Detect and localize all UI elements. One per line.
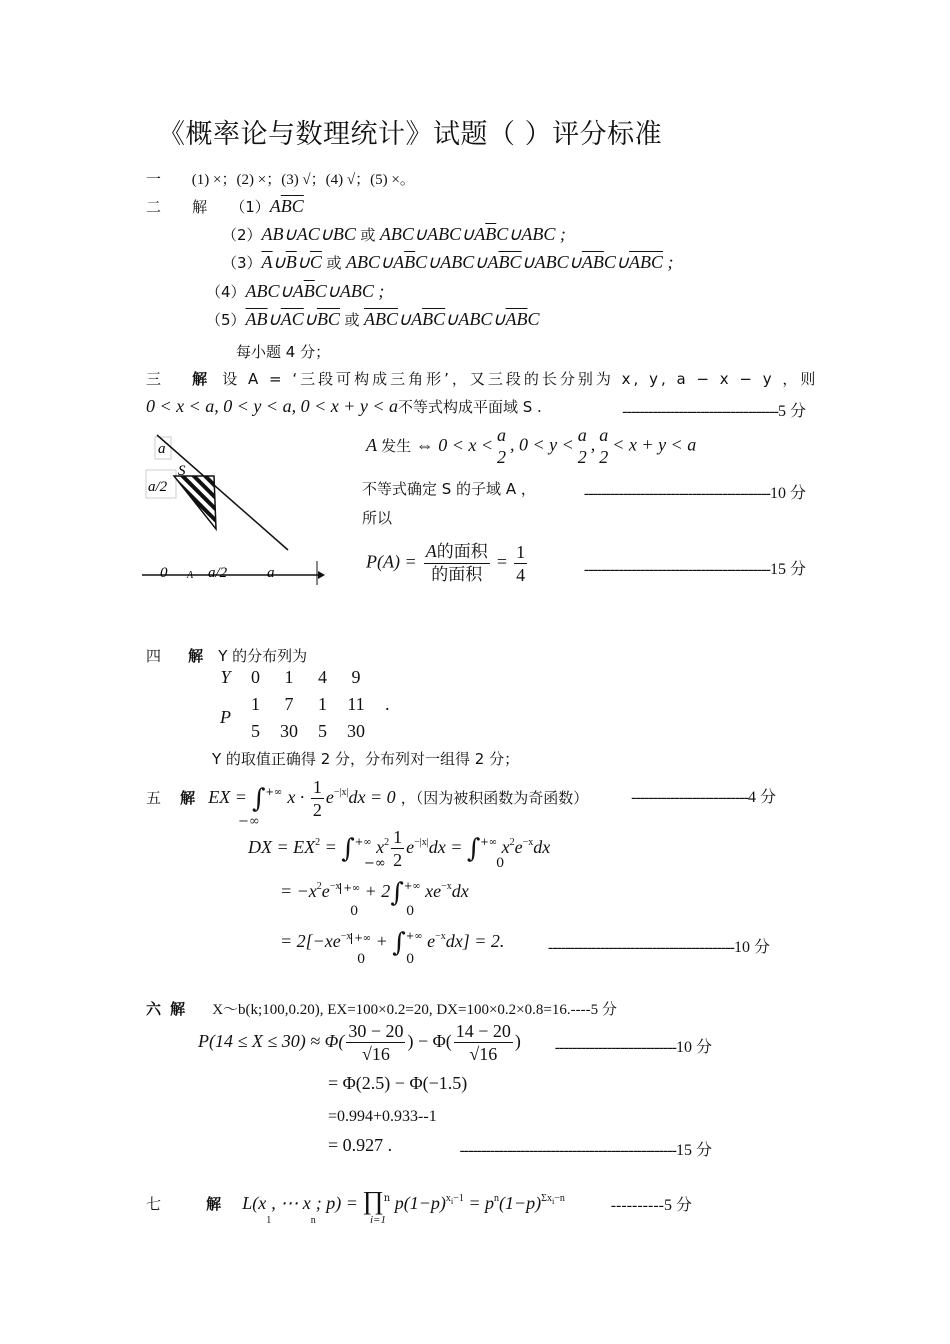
page-title: 《概率论与数理统计》试题（ ）评分标准 bbox=[158, 119, 663, 150]
question-3-line-3 bbox=[362, 478, 806, 502]
scoring-note: 每小题 4 分； bbox=[236, 343, 331, 361]
table-cell: 1 bbox=[284, 666, 294, 687]
expression: EX = bbox=[208, 787, 247, 807]
question-6-line-4: =0.994+0.933--1 bbox=[328, 1108, 437, 1125]
question-2-item-5 bbox=[206, 309, 540, 330]
fraction: a 2 bbox=[496, 425, 506, 467]
question-number: 三 bbox=[146, 370, 162, 388]
problem-text: 不等式构成平面域 S . bbox=[397, 398, 542, 416]
table-cell: 1 bbox=[251, 693, 260, 714]
item-number: （2） bbox=[222, 226, 262, 244]
table-cell: 5 bbox=[251, 720, 260, 741]
question-2-item-2 bbox=[222, 224, 566, 245]
condition-text: < x + y < a bbox=[612, 434, 697, 455]
condition-line: A 发生 ⇔ 0 < x < a 2 , 0 < y < a 2 , a 2 < x + y < a bbox=[366, 425, 697, 467]
fraction: a 2 bbox=[599, 425, 609, 467]
score-marker: ---------------------------4 分 bbox=[631, 789, 776, 806]
answer-text: (1) ×；(2) ×；(3) √；(4) √；(5) ×。 bbox=[191, 172, 415, 188]
question-number: 六 bbox=[146, 1000, 162, 1018]
problem-text: ，（因为被积函数为奇函数） bbox=[400, 789, 589, 807]
solve-label: 解 bbox=[192, 370, 208, 388]
svg-text:A: A bbox=[187, 570, 194, 581]
fraction: $\frac{1}{4}$ bbox=[516, 541, 526, 585]
solve-label: 解 bbox=[170, 1000, 186, 1018]
question-3-line-2 bbox=[146, 396, 806, 420]
region-diagram bbox=[140, 425, 325, 590]
problem-text: 不等式确定 S 的子域 A ， bbox=[362, 480, 536, 498]
row-label: P bbox=[220, 706, 231, 727]
inequality: 0 < x < a, 0 < y < a, 0 < x + y < a bbox=[146, 396, 398, 416]
distribution-table bbox=[210, 664, 400, 744]
item-number: （3） bbox=[222, 254, 262, 272]
scoring-note: Y 的取值正确得 2 分，分布列对一组得 2 分； bbox=[212, 750, 520, 768]
table-cell: 30 bbox=[280, 720, 298, 741]
score-marker: -------------------------------------------10 分 bbox=[547, 939, 770, 956]
axis-label: a bbox=[158, 441, 166, 457]
solve-label: 解 bbox=[180, 789, 196, 807]
answer-expr: $\overline{A}\cup\overline{B}\cup\overline{C}$ 或 $ABC\cup A\overline{B}C\cup ABC\cup A\overline{BC}\cup ABC\cup\overline{AB}C\cup\overline{ABC}$ ; bbox=[261, 252, 674, 272]
question-6-line-1 bbox=[146, 998, 716, 1019]
solve-label: 解 bbox=[192, 198, 208, 216]
score-marker: ----------5 分 bbox=[610, 1197, 692, 1214]
svg-text:S: S bbox=[178, 463, 186, 479]
svg-text:a: a bbox=[267, 565, 275, 581]
question-5-line-4: = $2[-xe^{-x}$ +∞ + ∫+∞ $e^{-x}dx] = 2$. -------------------------------------------10 分 bbox=[280, 928, 770, 958]
question-5-line-3: = $-x^2e^{-x}$ +∞ + 2∫+∞ $xe^{-x}dx$ bbox=[280, 878, 469, 908]
score-marker: -------------------------------------------10 分 bbox=[583, 485, 806, 502]
question-2-header bbox=[146, 196, 304, 217]
table-row bbox=[210, 690, 400, 718]
answer-expr: $ABC\cup A\overline{B}C\cup ABC$ ; bbox=[245, 281, 385, 301]
item-number: （1） bbox=[230, 198, 270, 216]
item-number: （5） bbox=[206, 311, 246, 329]
question-4-header bbox=[146, 645, 307, 666]
score-marker: ------------------------------------5 分 bbox=[622, 403, 806, 420]
table-cell: 5 bbox=[318, 720, 327, 741]
question-2-item-3 bbox=[222, 252, 674, 273]
integral-sign: ∫ bbox=[251, 784, 266, 814]
problem-text: X～b(k;100,0.20), EX=100×0.2=20, DX=100×0.2×0.8=16. bbox=[212, 1002, 571, 1018]
question-3-line-1 bbox=[146, 368, 819, 389]
question-5-line-1: 五 解 EX = ∫+∞ x · $\frac{1}{2}$ $e^{-|x|}dx = 0$ ，（因为被积函数为奇函数） ---------------------------4 分 bbox=[146, 777, 776, 820]
fraction: $\frac{\text{A的面积}}{\text{的面积}}$ bbox=[425, 541, 488, 585]
probability-lhs: P(A) = bbox=[366, 551, 417, 572]
fraction: a 2 bbox=[577, 425, 587, 467]
item-number: （4） bbox=[206, 283, 246, 301]
integral-lower-bound: −∞ bbox=[238, 814, 260, 829]
question-6-line-5: = 0.927 . --------------------------------------------------15 分 bbox=[328, 1135, 712, 1159]
svg-text:a/2: a/2 bbox=[208, 565, 228, 581]
boundary-line bbox=[157, 435, 288, 550]
question-1 bbox=[146, 168, 415, 189]
problem-text: 所以 bbox=[362, 509, 393, 527]
answer-expr: $A\overline{B}\overline{C}$ bbox=[269, 196, 304, 216]
row-label: Y bbox=[220, 666, 231, 687]
solve-label: 解 bbox=[206, 1195, 222, 1213]
problem-text: 设 A = ‘三段可构成三角形’，又三段的长分别为 x, y, a − x − y ，则 bbox=[222, 370, 819, 388]
table-cell: 7 bbox=[284, 693, 294, 714]
fraction: $\frac{1}{2}$ bbox=[393, 827, 403, 870]
table-cell: 11 bbox=[347, 693, 365, 714]
table-cell: 9 bbox=[351, 666, 361, 687]
question-number: 四 bbox=[146, 647, 162, 665]
table-cell: 1 bbox=[318, 693, 327, 714]
svg-text:0: 0 bbox=[160, 565, 168, 581]
problem-text: Y 的分布列为 bbox=[218, 647, 308, 665]
score-marker: ----------------------------10 分 bbox=[554, 1039, 712, 1056]
question-5-line-2: DX = $EX^2 = \int^{+\infty}$ $x^2$ $\frac{1}{2}$ $e^{-|x|}dx = \int^{+\infty}$ $x^2e^{-x}dx$ bbox=[248, 827, 551, 870]
fraction: $\frac{14 - 20}{√16}$ bbox=[455, 1021, 511, 1064]
score-marker: ----5 分 bbox=[570, 1002, 617, 1018]
table-cell: . bbox=[385, 693, 390, 714]
question-6-line-3: = Φ(2.5) − Φ(−1.5) bbox=[328, 1073, 468, 1093]
question-6-line-2: P(14 ≤ X ≤ 30) ≈ Φ( $\frac{30 - 20}{√16}$ ) − Φ( $\frac{14 - 20}{√16}$ ) ----------------------------10 分 bbox=[198, 1021, 712, 1064]
score-marker: -------------------------------------------15 分 bbox=[583, 561, 806, 578]
question-2-item-4 bbox=[206, 281, 384, 302]
question-number: 五 bbox=[146, 789, 162, 807]
probability-line: P(A) = $\frac{\text{A的面积}}{\text{的面积}}$ = $\frac{1}{4}$ -------------------------------------------15 分 bbox=[366, 541, 806, 585]
table-cell: 30 bbox=[347, 720, 365, 741]
question-number: 七 bbox=[146, 1195, 162, 1213]
answer-expr: $\overline{AB}\cup\overline{AC}\cup\overline{BC}$ 或 $\overline{ABC}\cup A\overline{BC}\cup ABC\cup\overline{AB}C$ bbox=[245, 309, 540, 329]
question-number: 二 bbox=[146, 198, 162, 216]
table-row bbox=[210, 664, 400, 690]
score-marker: --------------------------------------------------15 分 bbox=[459, 1142, 712, 1159]
svg-text:a/2: a/2 bbox=[148, 479, 168, 495]
answer-expr: AB∪AC∪BC 或 $ABC\cup ABC\cup A\overline{B}C\cup ABC$ ; bbox=[261, 224, 566, 244]
shaded-region-A bbox=[174, 476, 216, 529]
fraction: $\frac{1}{2}$ bbox=[312, 777, 322, 820]
condition-text: A 发生 ⇔ 0 < x < bbox=[366, 434, 493, 455]
question-number: 一 bbox=[146, 170, 162, 188]
table-cell: 0 bbox=[251, 666, 260, 687]
table-cell: 4 bbox=[318, 666, 327, 687]
fraction: $\frac{30 - 20}{√16}$ bbox=[348, 1021, 404, 1064]
question-7-line-1: 七 解 $L(x_1$, ⋯ $x_n$; p) = ∏$^n$ $p(1-p)^{x_i-1} = p^n(1-p)^{\Sigma x_i-n}$ ----------5 分 bbox=[146, 1186, 692, 1226]
solve-label: 解 bbox=[188, 647, 204, 665]
